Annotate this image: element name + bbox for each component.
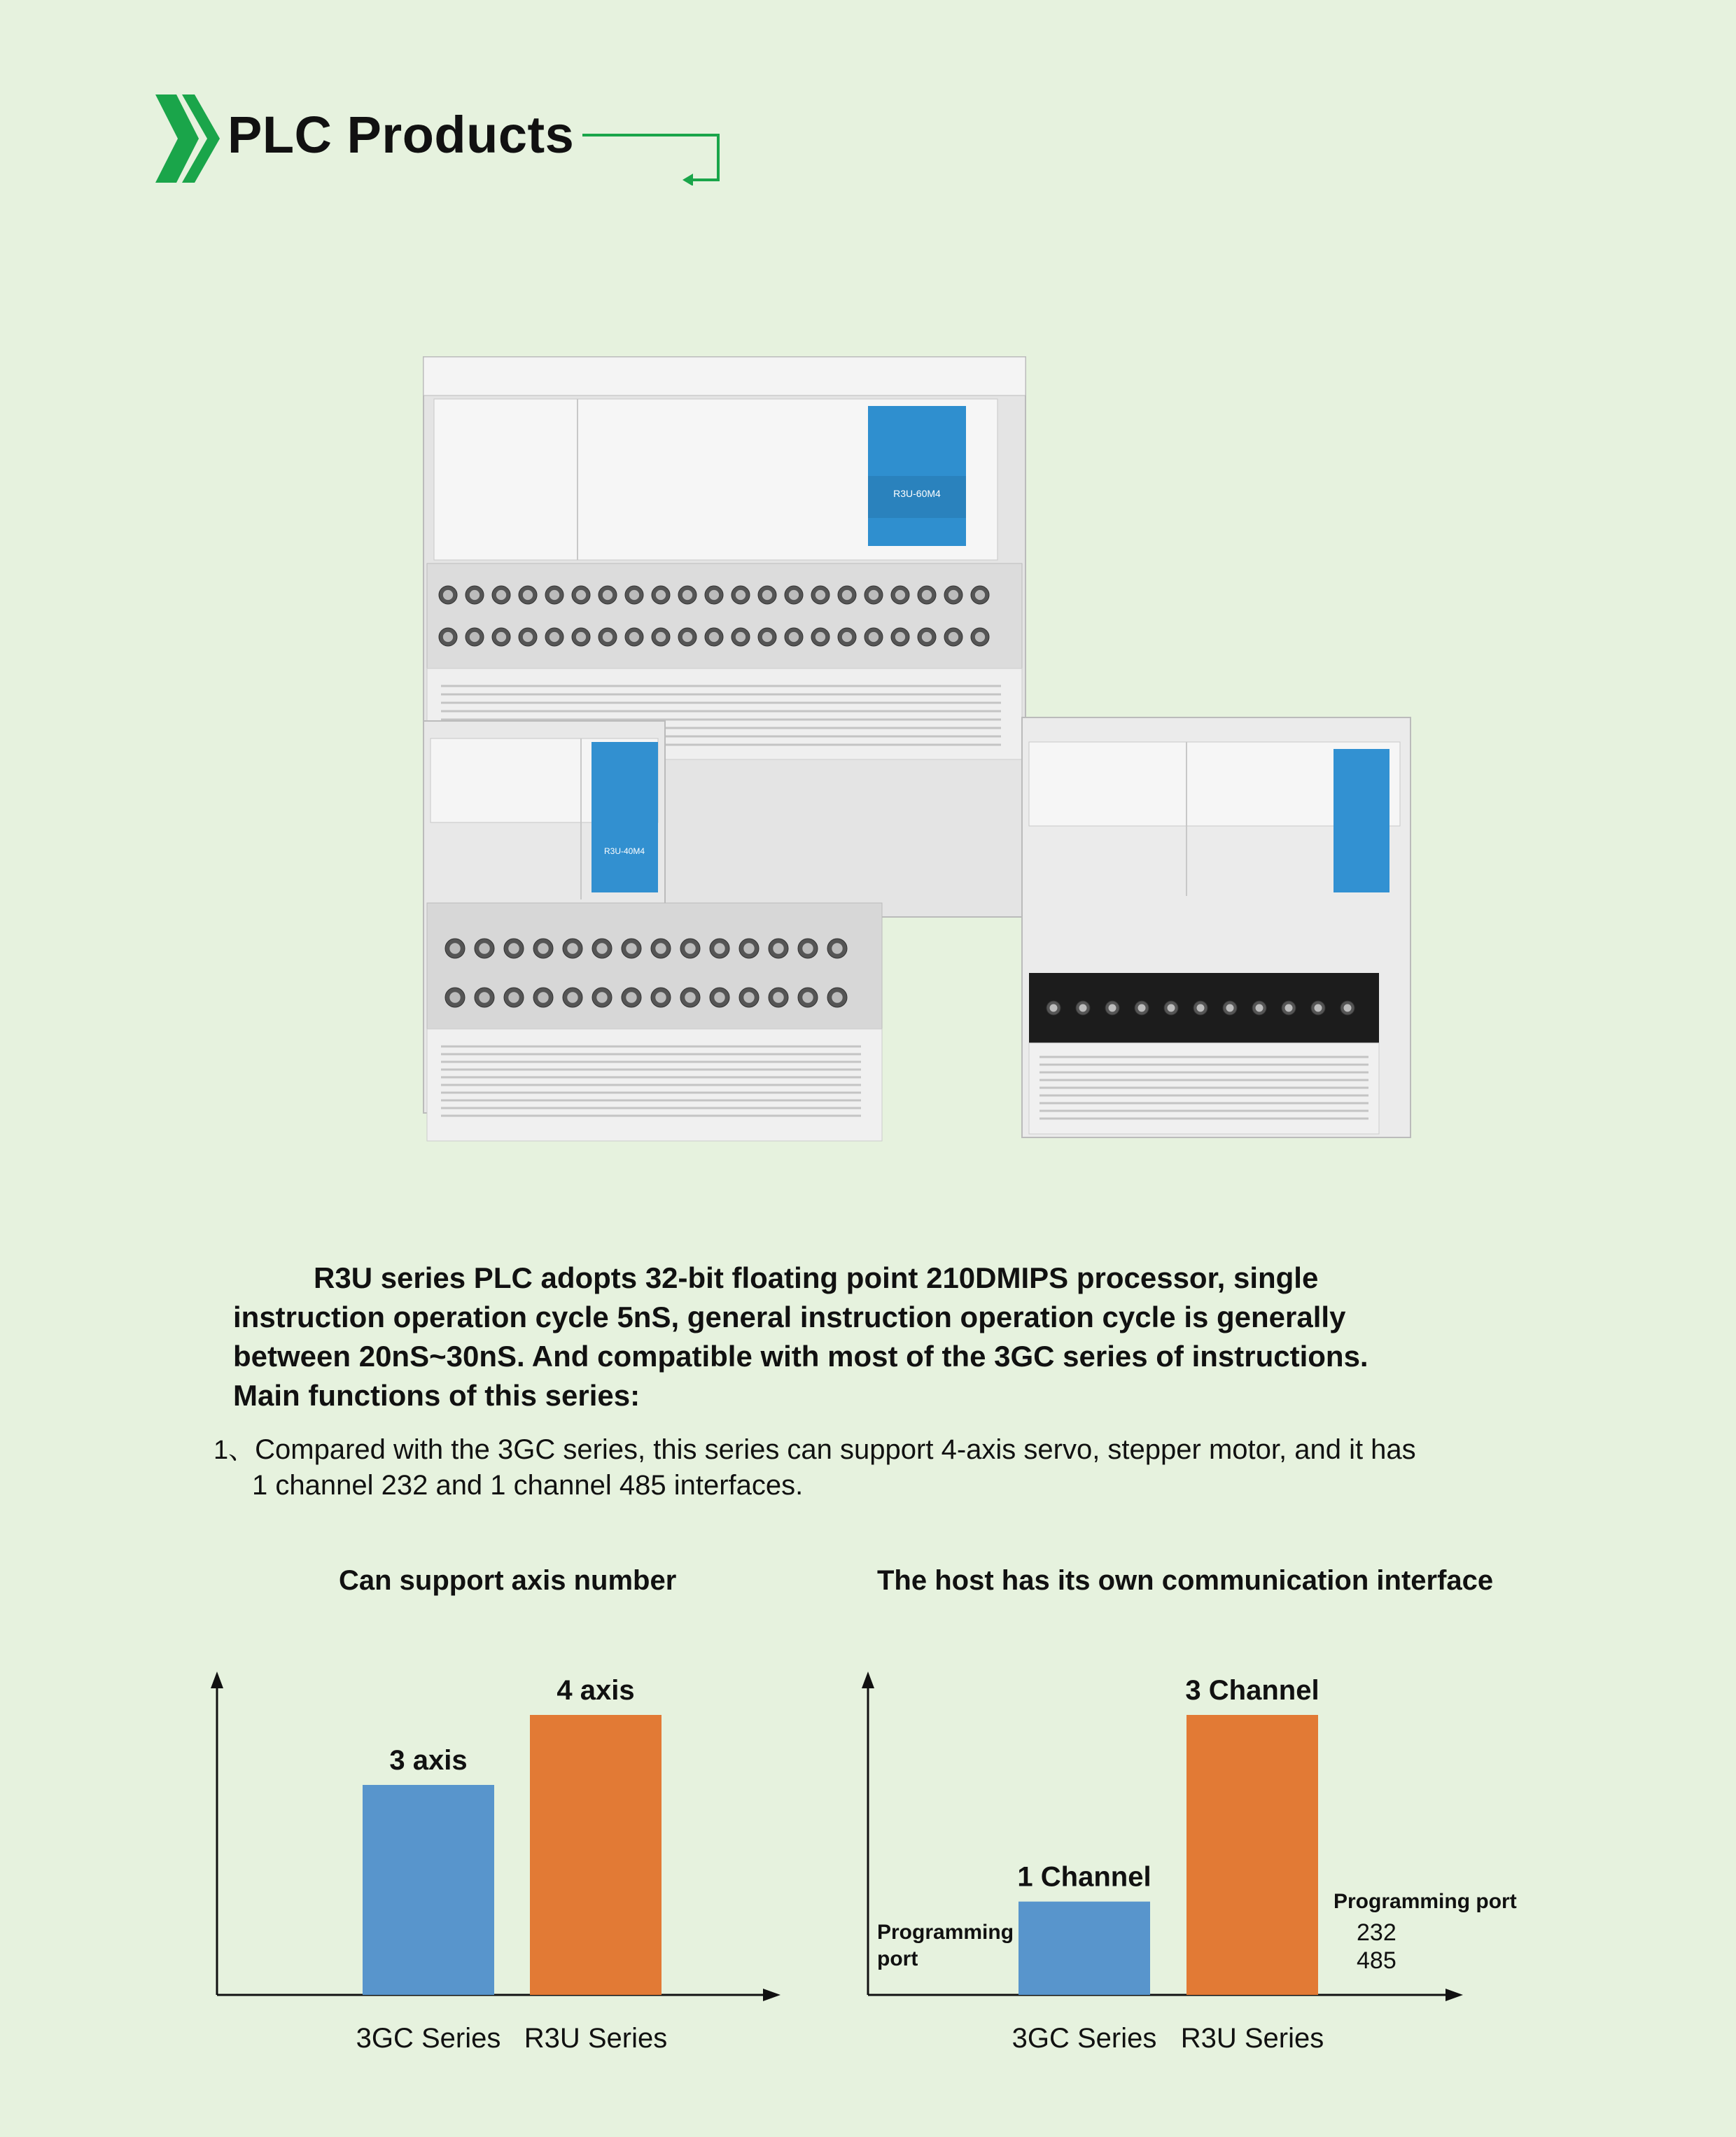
page-title: PLC Products (227, 106, 575, 164)
bar-data-label: 3 axis (389, 1745, 468, 1776)
chart-title-comm: The host has its own communication interface (877, 1565, 1494, 1596)
right-programming-port-note: Programming port (1334, 1890, 1517, 1913)
feature-item-1 (214, 1432, 1530, 1503)
bar-data-label: 4 axis (556, 1675, 635, 1706)
header-chevron-icon (155, 94, 225, 183)
x-tick-label: R3U Series (1180, 2023, 1324, 2054)
intro-line-3: between 20nS~30nS. And compatible with most of the 3GC series of instructions. (233, 1340, 1368, 1373)
bar-3gc-series (1018, 1902, 1150, 1995)
header-arrow-icon (581, 129, 724, 185)
feature-text-line-2: 1 channel 232 and 1 channel 485 interfaces. (252, 1470, 804, 1501)
port-232-label: 232 (1357, 1919, 1396, 1946)
comm-interface-chart (854, 1666, 1519, 2058)
port-485-label: 485 (1357, 1947, 1396, 1974)
feature-number: 1、 (214, 1436, 255, 1465)
model-label-mid: R3U-40M4 (603, 846, 645, 856)
intro-line-1: R3U series PLC adopts 32-bit floating point 210DMIPS processor, single (314, 1261, 1319, 1294)
plc-product-image (413, 350, 1421, 1155)
plc-unit-small (1022, 717, 1410, 1137)
x-axis-arrow-icon (763, 1989, 780, 2001)
intro-paragraph (233, 1259, 1549, 1415)
intro-line-2: instruction operation cycle 5nS, general instruction operation cycle is generally (233, 1301, 1346, 1333)
model-label-large: R3U-60M4 (893, 488, 941, 499)
intro-line-4: Main functions of this series: (233, 1379, 640, 1412)
bar-r3u-series (1186, 1715, 1318, 1995)
x-axis-arrow-icon (1446, 1989, 1463, 2001)
x-tick-label: R3U Series (524, 2023, 668, 2054)
x-tick-label: 3GC Series (356, 2023, 501, 2054)
left-programming-port-note: Programming port (877, 1921, 1014, 1970)
bar-data-label: 1 Channel (1017, 1861, 1152, 1893)
y-axis-arrow-icon (862, 1672, 874, 1688)
axis-number-chart (203, 1666, 798, 2058)
x-tick-label: 3GC Series (1011, 2023, 1157, 2054)
chart-title-axis: Can support axis number (339, 1565, 677, 1596)
bar-3gc-series (363, 1785, 494, 1995)
bar-data-label: 3 Channel (1185, 1675, 1320, 1706)
y-axis-arrow-icon (211, 1672, 223, 1688)
bar-r3u-series (530, 1715, 662, 1995)
feature-text-line-1: Compared with the 3GC series, this series can support 4-axis servo, stepper motor, and it has (255, 1434, 1416, 1465)
